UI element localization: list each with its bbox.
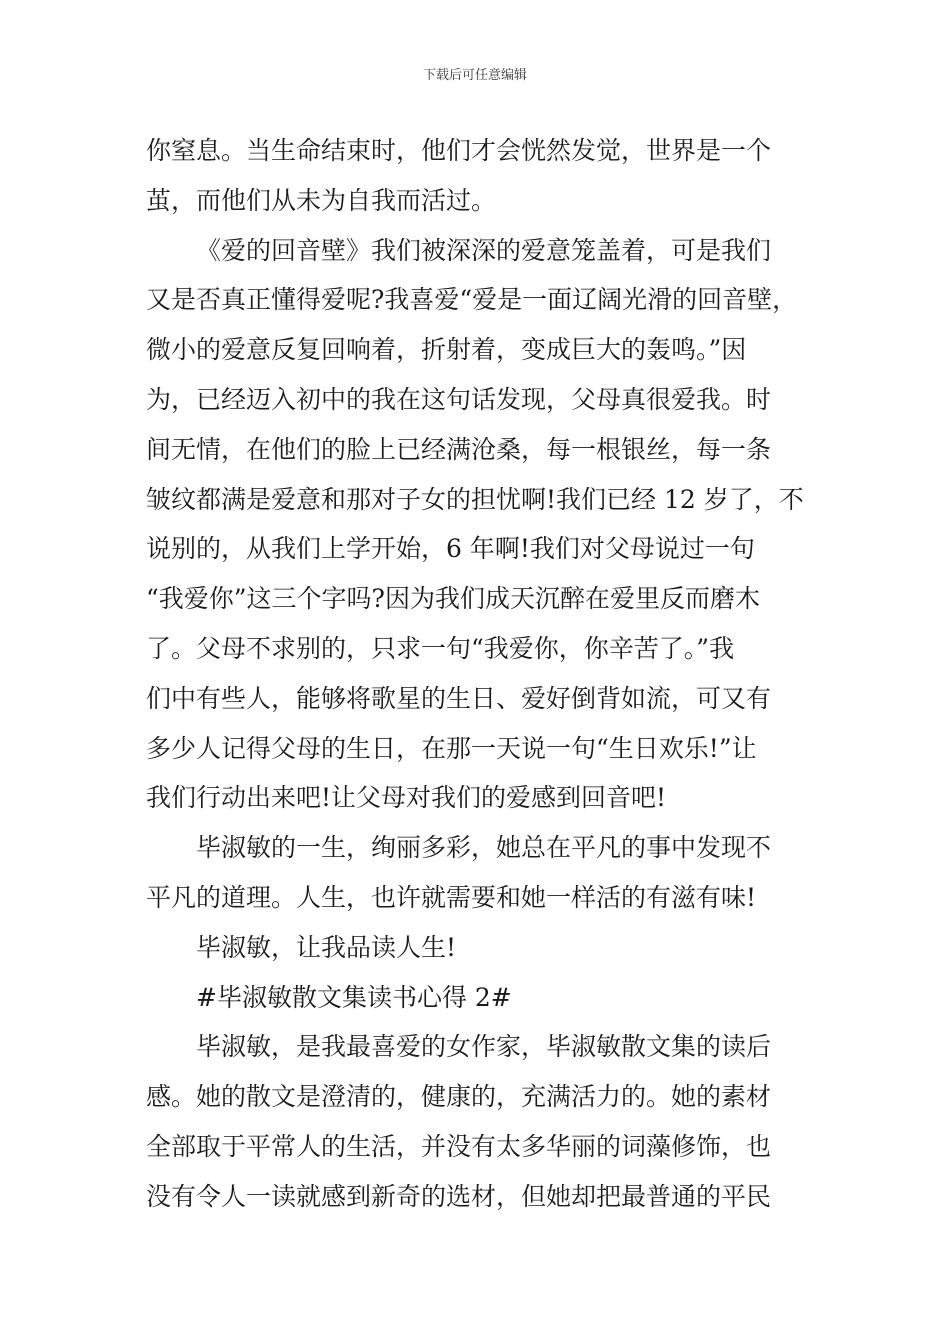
text-line: 毕淑敏的一生，绚丽多彩，她总在平凡的事中发现不	[196, 833, 772, 863]
text-line: 了。父母不求别的，只求一句“我爱你，你辛苦了。”我	[146, 633, 735, 663]
text-line: #毕淑敏散文集读书心得 2#	[196, 982, 512, 1012]
text-line: 多少人记得父母的生日，在那一天说一句“生日欢乐!”让	[146, 733, 757, 763]
text-line: “我爱你”这三个字吗?因为我们成天沉醉在爱里反而磨木	[146, 584, 760, 614]
text-line: 说别的，从我们上学开始，6 年啊!我们对父母说过一句	[146, 534, 755, 564]
text-line: 毕淑敏，是我最喜爱的女作家，毕淑敏散文集的读后	[196, 1032, 772, 1062]
text-line: 皱纹都满是爱意和那对子女的担忧啊!我们已经 12 岁了，不	[146, 484, 804, 514]
text-line: 我们行动出来吧!让父母对我们的爱感到回音吧!	[146, 783, 667, 813]
text-line: 感。她的散文是澄清的，健康的，充满活力的。她的素材	[146, 1082, 772, 1112]
paragraph-4	[146, 923, 810, 973]
paragraph-3	[146, 823, 810, 923]
page-header: 下载后可任意编辑	[422, 68, 527, 83]
text-line: 毕淑敏，让我品读人生!	[196, 932, 457, 962]
paragraph-2	[146, 226, 810, 824]
text-line: 为，已经迈入初中的我在这句话发现，父母真很爱我。时	[146, 384, 772, 414]
section-heading	[146, 973, 810, 1023]
paragraph-1	[146, 126, 810, 226]
text-line: 又是否真正懂得爱呢?我喜爱“爱是一面辽阔光滑的回音壁，	[146, 285, 798, 315]
text-line: 平凡的道理。人生，也许就需要和她一样活的有滋有味!	[146, 882, 757, 912]
text-line: 茧，而他们从未为自我而活过。	[146, 185, 497, 215]
text-line: 们中有些人，能够将歌星的生日、爱好倒背如流，可又有	[146, 683, 772, 713]
text-line: 《爱的回音壁》我们被深深的爱意笼盖着，可是我们	[196, 235, 772, 265]
paragraph-5	[146, 1022, 810, 1221]
text-line: 全部取于平常人的生活，并没有太多华丽的词藻修饰，也	[146, 1131, 772, 1161]
text-line: 微小的爱意反复回响着，折射着，变成巨大的轰鸣。”因	[146, 335, 747, 365]
text-line: 你窒息。当生命结束时，他们才会恍然发觉，世界是一个	[146, 136, 772, 165]
document-body	[146, 126, 810, 1222]
text-line: 没有令人一读就感到新奇的选材，但她却把最普通的平民	[146, 1181, 772, 1211]
text-line: 间无情，在他们的脸上已经满沧桑，每一根银丝，每一条	[146, 434, 772, 464]
